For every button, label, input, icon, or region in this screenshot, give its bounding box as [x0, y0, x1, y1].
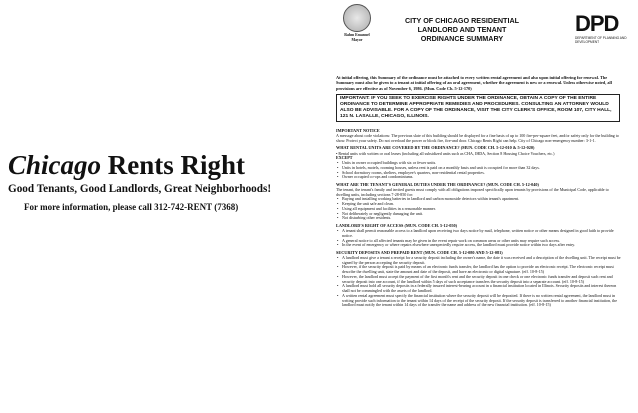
- dpd-logo-mark: DPD: [575, 11, 619, 36]
- section-list: [336, 256, 622, 308]
- section-paragraph: • Rental units with written or oral leases (including all subsidized units such as CHA, IHDA, Section 8 Housing Choice Vouchers, etc.): [336, 150, 555, 156]
- list-item: • A landlord must hold all security deposits in a federally insured interest-bearing account in a financial institution located in Illinois. Security deposits and interest thereon shall not be commingled with the assets of the landlord.: [342, 284, 622, 294]
- banner-title: [8, 150, 245, 181]
- banner-tagline: Good Tenants, Good Landlords, Great Neighborhoods!: [8, 183, 272, 195]
- section-list: [336, 229, 622, 248]
- list-item: • Keeping the unit safe and clean.: [342, 202, 622, 207]
- section-heading: WHAT RENTAL UNITS ARE COVERED BY THE ORDINANCE? (MUN. CODE CH. 5-12-010 & 5-12-020): [336, 145, 535, 151]
- list-item: • A written rental agreement must specify the financial institution where the security deposit will be deposited. If there is no written rental agreement, the landlord must in writing provide such information to the tenant within 14 days of the receipt of the security deposit. If the security deposit is transferred to another financial institution, the landlord must notify the tenant within 14 days of the transfer the name and address of the new financial institution. (eff. 10-8-15): [342, 294, 622, 308]
- list-item: • Not disturbing other residents.: [342, 216, 622, 221]
- list-item: • Buying and installing working batteries in landlord and carbon monoxide detectors within tenant's apartment.: [342, 197, 622, 202]
- seal-caption: [335, 33, 379, 43]
- section-landlord-access: [336, 224, 622, 248]
- ordinance-title-line-3: ORDINANCE SUMMARY: [420, 34, 504, 43]
- section-except-label: EXCEPT: [336, 155, 353, 161]
- list-item: • Owner occupied co-ops and condominiums.: [342, 175, 622, 180]
- section-important-notice: [336, 129, 622, 144]
- banner-phone-info: For more information, please call 312-742-RENT (7368): [24, 202, 239, 212]
- section-list: [336, 197, 622, 221]
- section-paragraph: The tenant, the tenant's family and invited guests must comply with all obligations imposed specifically upon tenants by provisions of the Municipal Code, applicable to dwelling units, including sections 7-28-850 for:: [336, 186, 609, 197]
- list-item: • School dormitory rooms, shelters, employee's quarters, non-residential rental properties.: [342, 171, 622, 176]
- list-item: • A tenant shall permit reasonable access to a landlord upon receiving two days notice by mail, telephone, written notice or other means designed in good faith to provide notice.: [342, 229, 622, 239]
- list-item: • A general notice to all affected tenants may be given in the event repair work on common areas or other units may require such access.: [342, 239, 622, 244]
- section-heading: SECURITY DEPOSITS AND PREPAID RENT (MUN. CODE CH. 5-12-080 AND 5-12-081): [336, 249, 503, 255]
- mayor-name: Rahm Emanuel: [344, 33, 370, 37]
- section-heading: WHAT ARE THE TENANT'S GENERAL DUTIES UNDER THE ORDINANCE? (MUN. CODE CH. 5-12-040): [336, 181, 539, 187]
- ordinance-title: [396, 16, 528, 43]
- important-notice-box: IMPORTANT: IF YOU SEEK TO EXERCISE RIGHTS UNDER THE ORDINANCE, OBTAIN A COPY OF THE ENTIRE ORDINANCE TO DETERMINE APPROPRIATE REMEDIES AND PROCEDURES. CONSULTING AN ATTORNEY WOULD ALSO BE ADVISABLE. FOR A COPY OF THE ORDINANCE, VISIT THE CITY CLERK'S OFFICE, ROOM 107, CITY HALL, 121 N. LASALLE, CHICAGO, ILLINOIS.: [336, 94, 620, 122]
- banner-title-text: Rents Right: [107, 150, 246, 180]
- section-security-deposits: [336, 251, 622, 309]
- list-item: • Units in owner occupied buildings with six or fewer units.: [342, 161, 622, 166]
- mayor-title: Mayor: [351, 38, 363, 42]
- section-paragraph: A message about code violations: The previous slate of this building should be displayed for a fine basis of up to 100 fire-per-square feet, and/or safety only for the building to show. Protect your safety. Do not overload the power or block fire, fire-and door. Chicago Rents Right can help. City of Chicago non-emergency number: 3-1-1.: [336, 133, 619, 143]
- list-item: • Not deliberately or negligently damaging the unit.: [342, 212, 622, 217]
- dpd-logo: [575, 13, 627, 44]
- banner-city: Chicago: [8, 150, 102, 180]
- ordinance-title-line-1: CITY OF CHICAGO RESIDENTIAL: [404, 16, 520, 25]
- ordinance-title-line-2: LANDLORD AND TENANT: [417, 25, 507, 34]
- list-item: • Units in hotels, motels, rooming houses, unless rent is paid on a monthly basis and unit is occupied for more than 32 days.: [342, 166, 622, 171]
- city-seal-icon: [343, 4, 371, 32]
- list-item: • Using all equipment and facilities in a reasonable manner.: [342, 207, 622, 212]
- section-tenant-duties: [336, 183, 622, 222]
- section-covered-units: [336, 146, 622, 180]
- list-item: • A landlord must give a tenant a receipt for a security deposit including the owner's name, the date it was received and a description of the dwelling unit. The receipt must be signed by the person accepting the security deposit.: [342, 256, 622, 266]
- dpd-logo-subtitle: DEPARTMENT OF PLANNING AND DEVELOPMENT: [575, 36, 627, 44]
- list-item: • In the event of emergency or where repairs elsewhere unexpectedly require access, the landlord must provide notice within two days after entry.: [342, 243, 622, 248]
- ordinance-body: [336, 129, 622, 308]
- section-list: [336, 161, 622, 180]
- section-heading: IMPORTANT NOTICE: [336, 128, 380, 133]
- list-item: • However, the landlord must accept the payment of the first month's rent and the security deposit in one check or one electronic funds transfer and deposit such rent and security deposit into one account, if the landlord within 5 days of such acceptance transfers the security deposit into a separate account. (eff. 10-8-15): [342, 275, 622, 285]
- section-heading: LANDLORD'S RIGHT OF ACCESS (MUN. CODE CH. 5-12-050): [336, 222, 458, 228]
- intro-paragraph: At initial offering, this Summary of the ordinance must be attached to every written rental agreement and also upon initial offering for renewal. The Summary must also be given to a tenant at initial offering of an oral agreement, whether the agreement is new or a renewal. Unless otherwise noted, all provisions are effective as of November 6, 1986. (Mun. Code Ch. 5-12-170): [336, 75, 612, 91]
- list-item: • However, if the security deposit is paid by means of an electronic funds transfer, the landlord has the option to provide an electronic receipt. The electronic receipt must describe the dwelling unit, state the amount and date of the deposit, and have an electronic or digital signature. (eff. 10-8-15): [342, 265, 622, 275]
